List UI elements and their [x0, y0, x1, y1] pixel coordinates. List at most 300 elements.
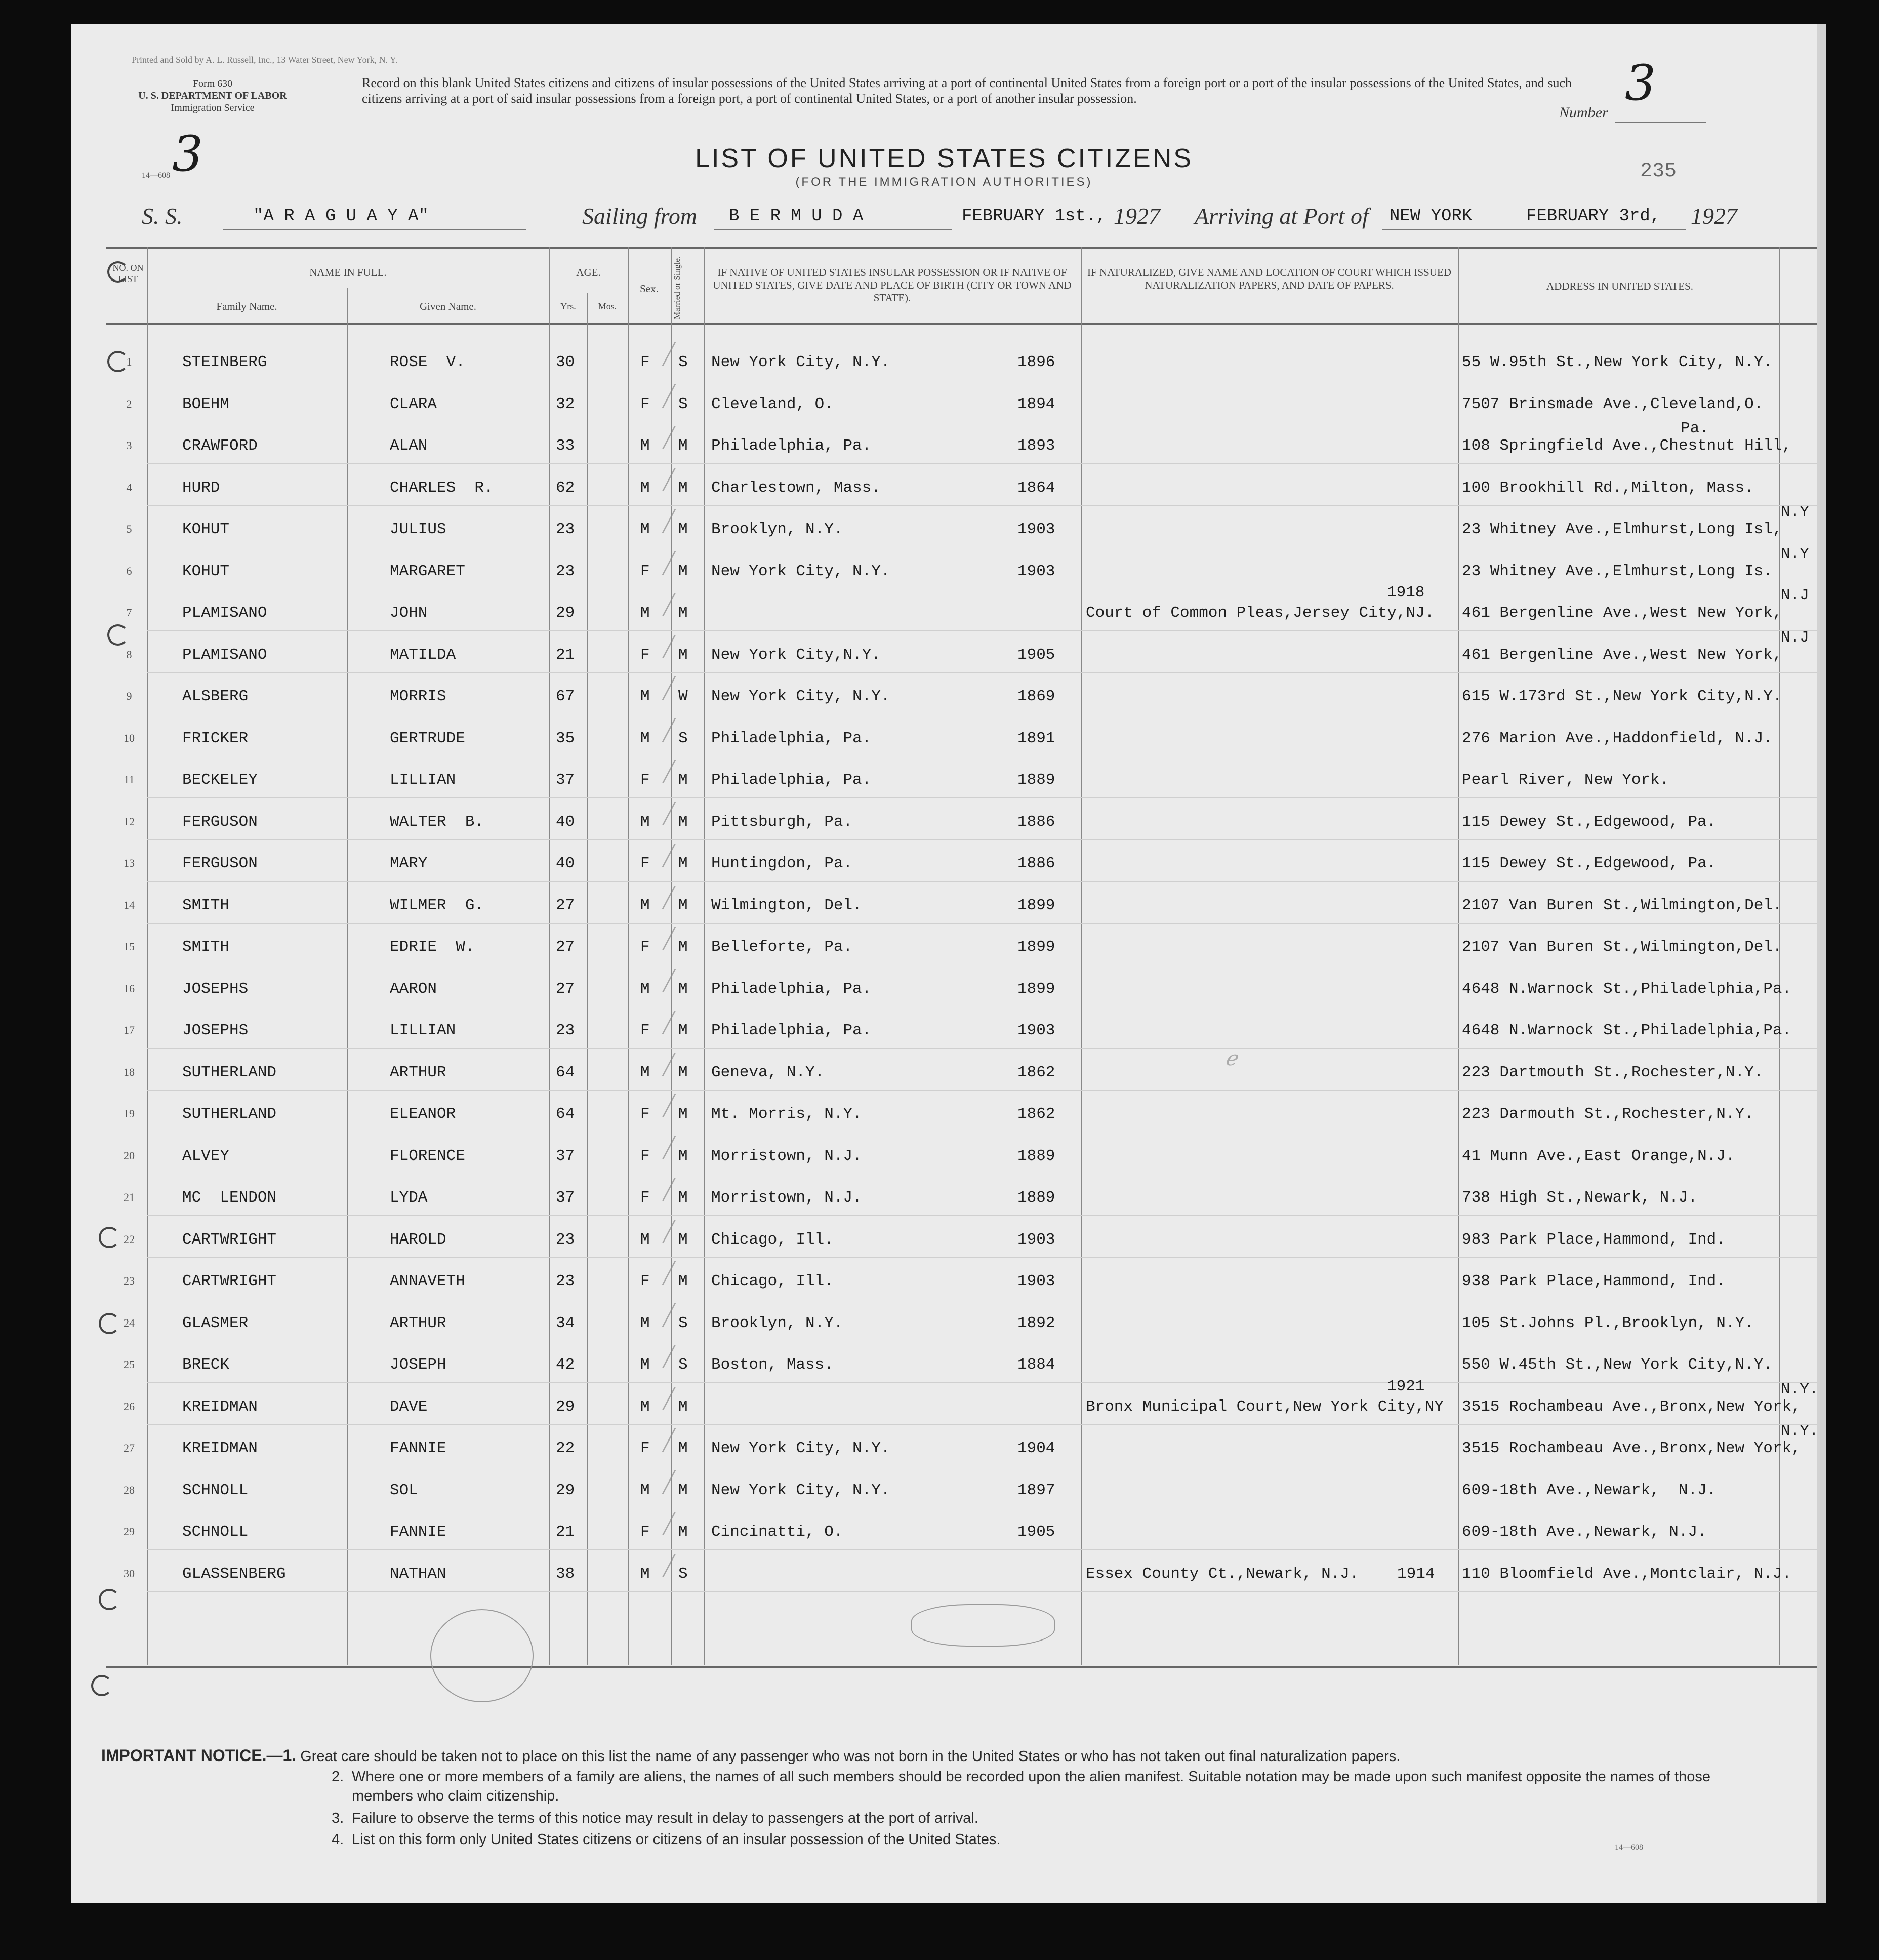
given-name: EDRIE W.: [390, 938, 475, 956]
header-sex: Sex.: [640, 283, 659, 295]
age-years: 29: [556, 1397, 575, 1416]
binder-hole: [99, 1589, 120, 1610]
row-number: 15: [124, 940, 135, 953]
birth-place: New York City, N.Y.: [711, 562, 890, 580]
family-name: KREIDMAN: [182, 1439, 258, 1457]
family-name: PLAMISANO: [182, 604, 267, 622]
sex: M: [640, 1481, 650, 1499]
sex: M: [640, 1230, 650, 1249]
family-name: FERGUSON: [182, 855, 258, 872]
family-name: KREIDMAN: [182, 1397, 258, 1416]
notice-item-3-number: 3.: [332, 1810, 344, 1826]
binder-hole: [99, 1313, 120, 1334]
header-no-on-list: NO. ON LIST: [112, 263, 144, 284]
header-married-single: Married or Single.: [672, 256, 682, 319]
bottom-form-code: 14—608: [1615, 1843, 1643, 1852]
birth-year: 1899: [1017, 938, 1055, 956]
printer-line: Printed and Sold by A. L. Russell, Inc., 13 Water Street, New York, N. Y.: [132, 55, 398, 65]
given-name: WILMER G.: [390, 896, 484, 914]
row-number: 12: [124, 815, 135, 828]
given-name: JOSEPH: [390, 1356, 446, 1374]
birth-year: 1889: [1017, 771, 1055, 789]
row-number: 23: [124, 1274, 135, 1287]
birth-year: 1864: [1017, 478, 1055, 497]
form-code: 14—608: [142, 171, 170, 180]
address-note: N.Y: [1781, 545, 1809, 563]
header-name-in-full: NAME IN FULL.: [309, 266, 387, 278]
marital-status: M: [678, 1481, 688, 1499]
us-address: Pearl River, New York.: [1462, 771, 1669, 789]
age-years: 23: [556, 1272, 575, 1290]
marital-status: S: [678, 353, 688, 371]
marital-status: M: [678, 1105, 688, 1123]
age-years: 40: [556, 813, 575, 831]
sailing-label: Sailing from: [582, 203, 698, 229]
sex: M: [640, 896, 650, 914]
birth-place: Brooklyn, N.Y.: [711, 1314, 843, 1332]
given-name: CLARA: [390, 395, 437, 413]
us-address: 55 W.95th St.,New York City, N.Y.: [1462, 353, 1773, 371]
row-number: 8: [126, 648, 132, 661]
given-name: MATILDA: [390, 646, 456, 664]
sex: F: [640, 1105, 650, 1123]
given-name: NATHAN: [390, 1565, 446, 1583]
age-years: 22: [556, 1439, 575, 1457]
birth-year: 1891: [1017, 729, 1055, 747]
given-name: GERTRUDE: [390, 729, 465, 747]
given-name: WALTER B.: [390, 813, 484, 831]
given-name: MARGARET: [390, 562, 465, 580]
marital-status: M: [678, 604, 688, 622]
marital-status: M: [678, 855, 688, 872]
us-address: 938 Park Place,Hammond, Ind.: [1462, 1272, 1726, 1290]
us-address: 461 Bergenline Ave.,West New York,: [1462, 646, 1782, 664]
age-years: 23: [556, 562, 575, 580]
us-address: 23 Whitney Ave.,Elmhurst,Long Isl,: [1462, 521, 1782, 538]
sex: F: [640, 938, 650, 956]
us-address: 3515 Rochambeau Ave.,Bronx,New York,: [1462, 1439, 1801, 1457]
family-name: BRECK: [182, 1356, 230, 1374]
given-name: ANNAVETH: [390, 1272, 465, 1290]
notice-heading: IMPORTANT NOTICE.—1.: [101, 1746, 297, 1765]
naturalization-court: Essex County Ct.,Newark, N.J.: [1086, 1565, 1359, 1583]
family-name: KOHUT: [182, 521, 230, 538]
form-number: Form 630: [192, 78, 233, 89]
family-name: SUTHERLAND: [182, 1063, 277, 1082]
binder-hole: [99, 1227, 120, 1248]
marital-status: M: [678, 1189, 688, 1207]
birth-year: 1886: [1017, 855, 1055, 872]
family-name: CARTWRIGHT: [182, 1272, 277, 1290]
address-note: N.Y.: [1781, 1422, 1819, 1440]
marital-status: M: [678, 1523, 688, 1541]
birth-year: 1894: [1017, 395, 1055, 413]
sex: M: [640, 688, 650, 705]
pencil-mark: [911, 1604, 1055, 1647]
sex: F: [640, 1147, 650, 1165]
notice-item-4: List on this form only United States citizens or citizens of an insular possession of the United States.: [352, 1831, 1001, 1848]
given-name: SOL: [390, 1481, 418, 1499]
birth-year: 1903: [1017, 1022, 1055, 1039]
given-name: JOHN: [390, 604, 428, 622]
row-number: 10: [124, 731, 135, 744]
family-name: ALSBERG: [182, 688, 249, 705]
marital-status: S: [678, 395, 688, 413]
birth-year: 1899: [1017, 896, 1055, 914]
given-name: AARON: [390, 980, 437, 998]
sex: M: [640, 1397, 650, 1416]
page-reference: 235: [1640, 160, 1677, 183]
birth-year: 1884: [1017, 1356, 1055, 1374]
family-name: MC LENDON: [182, 1189, 277, 1207]
naturalization-year: 1918: [1387, 584, 1425, 602]
us-address: 223 Darmouth St.,Rochester,N.Y.: [1462, 1105, 1754, 1123]
marital-status: M: [678, 437, 688, 455]
header-given-name: Given Name.: [420, 300, 476, 312]
sex: F: [640, 1272, 650, 1290]
notice-item-1: Great care should be taken not to place on this list the name of any passenger who was not born in the United States or who has not taken out final naturalization papers.: [300, 1748, 1401, 1765]
age-years: 64: [556, 1105, 575, 1123]
row-number: 16: [124, 982, 135, 995]
us-address: 4648 N.Warnock St.,Philadelphia,Pa.: [1462, 980, 1792, 998]
birth-year: 1903: [1017, 1272, 1055, 1290]
family-name: SUTHERLAND: [182, 1105, 277, 1123]
department-name: U. S. DEPARTMENT OF LABOR: [138, 90, 287, 101]
given-name: ROSE V.: [390, 353, 465, 371]
arriving-label: Arriving at Port of: [1195, 203, 1369, 229]
birth-place: Geneva, N.Y.: [711, 1063, 825, 1082]
age-years: 27: [556, 980, 575, 998]
age-years: 37: [556, 771, 575, 789]
row-number: 14: [124, 898, 135, 911]
birth-place: Philadelphia, Pa.: [711, 1022, 872, 1039]
marital-status: M: [678, 1022, 688, 1039]
ship-name: "A R A G U A Y A": [253, 207, 429, 226]
given-name: DAVE: [390, 1397, 428, 1416]
birth-place: Charlestown, Mass.: [711, 478, 881, 497]
row-number: 24: [124, 1316, 135, 1329]
age-years: 29: [556, 604, 575, 622]
us-address: 983 Park Place,Hammond, Ind.: [1462, 1230, 1726, 1249]
age-years: 23: [556, 1022, 575, 1039]
header-family-name: Family Name.: [216, 300, 277, 312]
marital-status: M: [678, 1272, 688, 1290]
sex: M: [640, 1565, 650, 1583]
marital-status: M: [678, 980, 688, 998]
marital-status: M: [678, 1147, 688, 1165]
marital-status: M: [678, 1439, 688, 1457]
handwritten-number-left: 3: [172, 126, 203, 182]
age-years: 42: [556, 1356, 575, 1374]
age-years: 35: [556, 729, 575, 747]
birth-year: 1862: [1017, 1063, 1055, 1082]
birth-place: Philadelphia, Pa.: [711, 729, 872, 747]
binder-hole: [91, 1675, 112, 1696]
pencil-mark: ℯ: [1225, 1047, 1237, 1070]
handwritten-number-right: 3: [1625, 55, 1656, 111]
pencil-mark: [430, 1609, 534, 1702]
sex: M: [640, 1356, 650, 1374]
marital-status: M: [678, 1230, 688, 1249]
given-name: LYDA: [390, 1189, 428, 1207]
record-instructions: Record on this blank United States citizens and citizens of insular possessions of the United States arriving at a port of continental United States from a foreign port or a port of the insular possessions of the United States, and such citizens arriving at a port of said insular possessions from a foreign port, a port of continental United States, or a port of another insular possession.: [362, 75, 1572, 106]
sailing-year: 1927: [1114, 203, 1160, 229]
birth-place: Pittsburgh, Pa.: [711, 813, 853, 831]
row-number: 28: [124, 1483, 135, 1496]
us-address: 108 Springfield Ave.,Chestnut Hill,: [1462, 437, 1792, 455]
row-number: 30: [124, 1567, 135, 1580]
birth-year: 1899: [1017, 980, 1055, 998]
row-number: 2: [126, 397, 132, 410]
age-years: 30: [556, 353, 575, 371]
row-number: 9: [126, 690, 132, 702]
sex: F: [640, 771, 650, 789]
us-address: 738 High St.,Newark, N.J.: [1462, 1189, 1698, 1207]
given-name: ALAN: [390, 437, 428, 455]
page-subtitle: (FOR THE IMMIGRATION AUTHORITIES): [795, 175, 1093, 189]
row-number: 19: [124, 1107, 135, 1120]
age-years: 23: [556, 1230, 575, 1249]
birth-year: 1904: [1017, 1439, 1055, 1457]
age-years: 34: [556, 1314, 575, 1332]
given-name: ARTHUR: [390, 1063, 446, 1082]
birth-place: Belleforte, Pa.: [711, 938, 853, 956]
us-address: 100 Brookhill Rd.,Milton, Mass.: [1462, 478, 1754, 497]
us-address: 41 Munn Ave.,East Orange,N.J.: [1462, 1147, 1735, 1165]
birth-year: 1892: [1017, 1314, 1055, 1332]
marital-status: M: [678, 562, 688, 580]
birth-place: Philadelphia, Pa.: [711, 980, 872, 998]
notice-item-4-number: 4.: [332, 1831, 344, 1848]
sex: M: [640, 813, 650, 831]
birth-year: 1905: [1017, 1523, 1055, 1541]
manifest-sheet: [71, 24, 1826, 1903]
us-address: 23 Whitney Ave.,Elmhurst,Long Is.: [1462, 562, 1773, 580]
binder-hole: [107, 624, 129, 646]
family-name: KOHUT: [182, 562, 230, 580]
age-years: 64: [556, 1063, 575, 1082]
us-address: 550 W.45th St.,New York City,N.Y.: [1462, 1356, 1773, 1374]
row-number: 25: [124, 1358, 135, 1371]
marital-status: S: [678, 729, 688, 747]
family-name: FRICKER: [182, 729, 249, 747]
address-note: N.Y.: [1781, 1380, 1819, 1398]
age-years: 21: [556, 646, 575, 664]
sex: M: [640, 980, 650, 998]
us-address: 276 Marion Ave.,Haddonfield, N.J.: [1462, 729, 1773, 747]
us-address: 615 W.173rd St.,New York City,N.Y.: [1462, 688, 1782, 705]
birth-place: Boston, Mass.: [711, 1356, 834, 1374]
marital-status: M: [678, 938, 688, 956]
sex: F: [640, 1022, 650, 1039]
family-name: SCHNOLL: [182, 1481, 249, 1499]
given-name: LILLIAN: [390, 1022, 456, 1039]
us-address: 609-18th Ave.,Newark, N.J.: [1462, 1481, 1717, 1499]
age-years: 37: [556, 1147, 575, 1165]
birth-place: Huntingdon, Pa.: [711, 855, 853, 872]
sex: F: [640, 646, 650, 664]
sex: M: [640, 604, 650, 622]
us-address: 110 Bloomfield Ave.,Montclair, N.J.: [1462, 1565, 1792, 1583]
birth-place: Cincinatti, O.: [711, 1523, 843, 1541]
row-number: 27: [124, 1442, 135, 1454]
birth-place: Wilmington, Del.: [711, 896, 862, 914]
naturalization-court: Court of Common Pleas,Jersey City,NJ.: [1086, 604, 1435, 622]
given-name: LILLIAN: [390, 771, 456, 789]
arriving-port: NEW YORK: [1390, 207, 1473, 226]
form-identity: [106, 77, 319, 114]
birth-place: Mt. Morris, N.Y.: [711, 1105, 862, 1123]
sex: F: [640, 1439, 650, 1457]
row-number: 11: [124, 773, 135, 786]
age-years: 62: [556, 478, 575, 497]
family-name: SMITH: [182, 938, 230, 956]
birth-year: 1889: [1017, 1147, 1055, 1165]
birth-place: Chicago, Ill.: [711, 1272, 834, 1290]
row-number: 18: [124, 1065, 135, 1078]
age-years: 29: [556, 1481, 575, 1499]
us-address: 2107 Van Buren St.,Wilmington,Del.: [1462, 896, 1782, 914]
row-number: 4: [126, 481, 132, 494]
given-name: CHARLES R.: [390, 478, 494, 497]
us-address: 609-18th Ave.,Newark, N.J.: [1462, 1523, 1707, 1541]
sex: M: [640, 1063, 650, 1082]
sex: M: [640, 1314, 650, 1332]
sex: F: [640, 855, 650, 872]
arriving-date: FEBRUARY 3rd,: [1526, 207, 1661, 226]
naturalization-year: 1914: [1397, 1565, 1435, 1583]
given-name: FANNIE: [390, 1523, 446, 1541]
age-years: 67: [556, 688, 575, 705]
family-name: STEINBERG: [182, 353, 267, 371]
row-number: 20: [124, 1149, 135, 1162]
marital-status: M: [678, 646, 688, 664]
age-years: 27: [556, 896, 575, 914]
us-address: 4648 N.Warnock St.,Philadelphia,Pa.: [1462, 1022, 1792, 1039]
birth-place: New York City, N.Y.: [711, 1481, 890, 1499]
birth-year: 1903: [1017, 521, 1055, 538]
row-number: 7: [126, 606, 132, 619]
age-years: 33: [556, 437, 575, 455]
birth-year: 1897: [1017, 1481, 1055, 1499]
sex: M: [640, 729, 650, 747]
sex: F: [640, 562, 650, 580]
given-name: FLORENCE: [390, 1147, 465, 1165]
marital-status: S: [678, 1565, 688, 1583]
marital-status: S: [678, 1356, 688, 1374]
birth-place: Brooklyn, N.Y.: [711, 521, 843, 538]
ss-label: S. S.: [142, 203, 183, 229]
us-address: 461 Bergenline Ave.,West New York,: [1462, 604, 1782, 622]
marital-status: M: [678, 813, 688, 831]
age-years: 40: [556, 855, 575, 872]
sex: F: [640, 353, 650, 371]
birth-year: 1903: [1017, 562, 1055, 580]
given-name: FANNIE: [390, 1439, 446, 1457]
family-name: FERGUSON: [182, 813, 258, 831]
marital-status: M: [678, 478, 688, 497]
family-name: JOSEPHS: [182, 1022, 249, 1039]
sex: M: [640, 521, 650, 538]
sex: M: [640, 478, 650, 497]
row-number: 13: [124, 857, 135, 869]
age-years: 38: [556, 1565, 575, 1583]
sex: F: [640, 1523, 650, 1541]
birth-year: 1886: [1017, 813, 1055, 831]
header-address: ADDRESS IN UNITED STATES.: [1546, 280, 1693, 292]
marital-status: M: [678, 1063, 688, 1082]
us-address: 2107 Van Buren St.,Wilmington,Del.: [1462, 938, 1782, 956]
family-name: HURD: [182, 478, 220, 497]
us-address: 3515 Rochambeau Ave.,Bronx,New York,: [1462, 1397, 1801, 1416]
binder-hole: [107, 351, 129, 372]
birth-year: 1903: [1017, 1230, 1055, 1249]
birth-year: 1862: [1017, 1105, 1055, 1123]
row-number: 3: [126, 439, 132, 452]
given-name: ARTHUR: [390, 1314, 446, 1332]
page-title: LIST OF UNITED STATES CITIZENS: [695, 144, 1193, 173]
family-name: CARTWRIGHT: [182, 1230, 277, 1249]
binder-hole: [107, 261, 129, 283]
row-number: 26: [124, 1399, 135, 1413]
notice-item-2-number: 2.: [332, 1769, 344, 1785]
family-name: CRAWFORD: [182, 437, 258, 455]
row-number: 22: [124, 1232, 135, 1246]
age-years: 21: [556, 1523, 575, 1541]
marital-status: S: [678, 1314, 688, 1332]
us-address: 115 Dewey St.,Edgewood, Pa.: [1462, 813, 1717, 831]
marital-status: M: [678, 896, 688, 914]
birth-place: New York City, N.Y.: [711, 688, 890, 705]
address-note: N.J: [1781, 628, 1809, 647]
address-note: Pa.: [1681, 420, 1709, 437]
given-name: MORRIS: [390, 688, 446, 705]
us-address: 105 St.Johns Pl.,Brooklyn, N.Y.: [1462, 1314, 1754, 1332]
sex: F: [640, 395, 650, 413]
us-address: 223 Dartmouth St.,Rochester,N.Y.: [1462, 1063, 1764, 1082]
address-note: N.J: [1781, 587, 1809, 605]
us-address: 7507 Brinsmade Ave.,Cleveland,O.: [1462, 395, 1764, 413]
birth-place: Morristown, N.J.: [711, 1189, 862, 1207]
sex: F: [640, 1189, 650, 1207]
header-naturalized: IF NATURALIZED, GIVE NAME AND LOCATION OF COURT WHICH ISSUED NATURALIZATION PAPERS, AND DATE OF PAPERS.: [1087, 266, 1451, 291]
birth-place: Cleveland, O.: [711, 395, 834, 413]
family-name: GLASMER: [182, 1314, 249, 1332]
notice-item-3: Failure to observe the terms of this notice may result in delay to passengers at the port of arrival.: [352, 1810, 978, 1826]
birth-place: Philadelphia, Pa.: [711, 437, 872, 455]
sex: M: [640, 437, 650, 455]
given-name: MARY: [390, 855, 428, 872]
family-name: SMITH: [182, 896, 230, 914]
header-age: AGE.: [576, 266, 601, 278]
birth-place: New York City, N.Y.: [711, 1439, 890, 1457]
family-name: GLASSENBERG: [182, 1565, 286, 1583]
marital-status: M: [678, 521, 688, 538]
family-name: SCHNOLL: [182, 1523, 249, 1541]
birth-place: Chicago, Ill.: [711, 1230, 834, 1249]
family-name: ALVEY: [182, 1147, 230, 1165]
given-name: JULIUS: [390, 521, 446, 538]
birth-year: 1905: [1017, 646, 1055, 664]
us-address: 115 Dewey St.,Edgewood, Pa.: [1462, 855, 1717, 872]
marital-status: W: [678, 688, 688, 705]
header-yrs: Yrs.: [560, 301, 576, 311]
birth-place: New York City, N.Y.: [711, 353, 890, 371]
family-name: JOSEPHS: [182, 980, 249, 998]
sailing-from: B E R M U D A: [729, 207, 864, 226]
service-name: Immigration Service: [171, 102, 255, 113]
given-name: HAROLD: [390, 1230, 446, 1249]
